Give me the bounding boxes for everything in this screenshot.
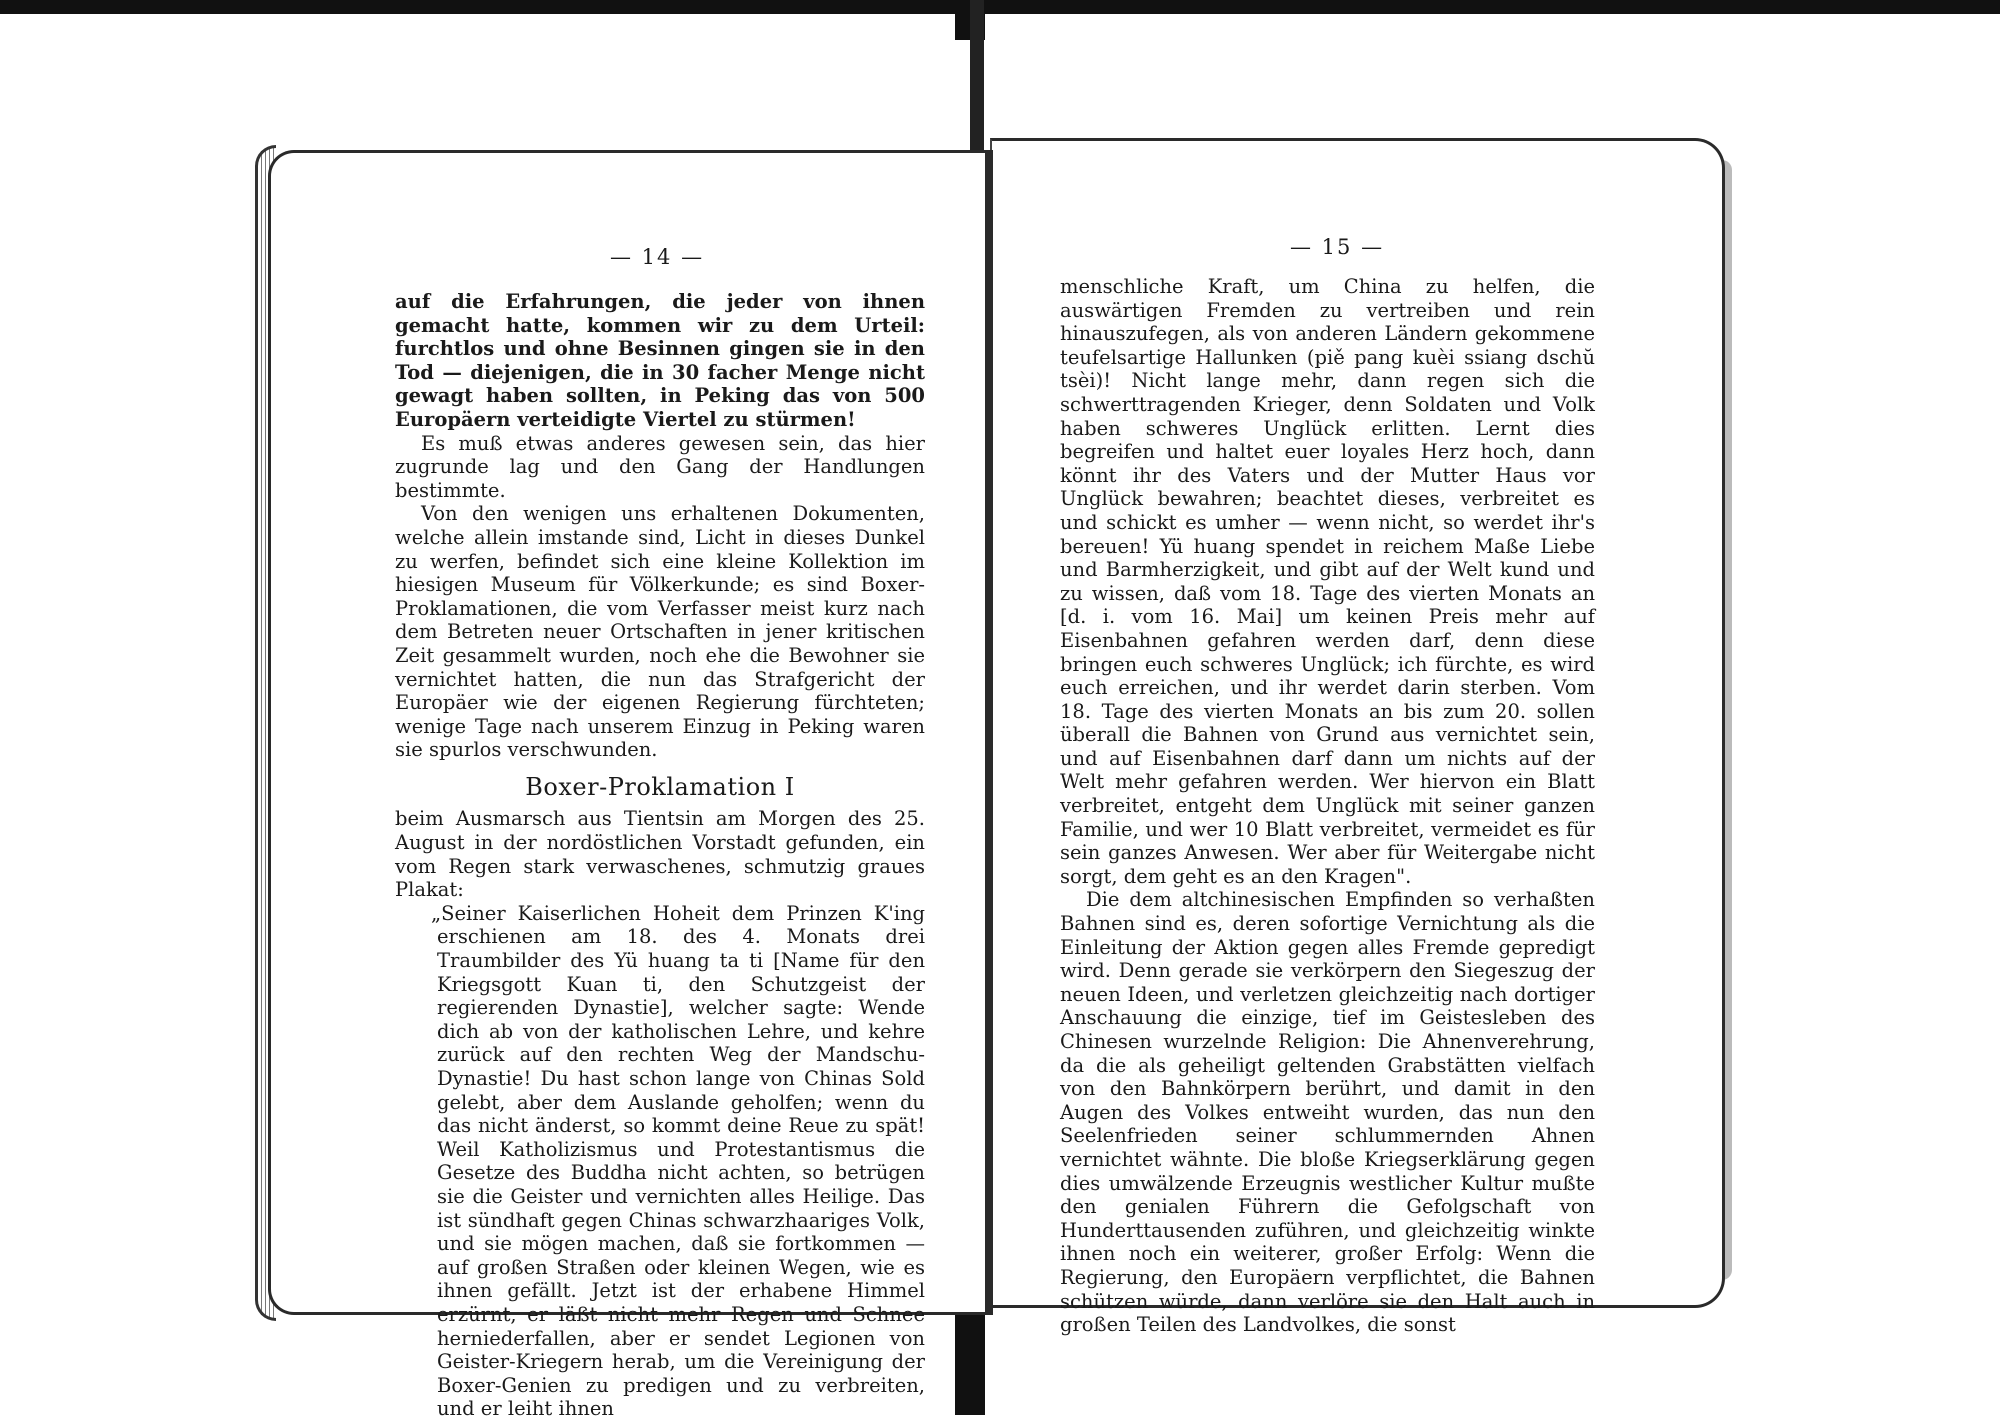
heading-intro: beim Ausmarsch aus Tientsin am Morgen des 25. August in der nordöstlichen Vorstadt gefunden, ein vom Regen stark verwaschenes, schmutzig graues Plakat:	[395, 807, 925, 902]
proclamation-quote: „Seiner Kaiserlichen Hoheit dem Prinzen K'ing erschienen am 18. des 4. Monats drei Traumbilder des Yü huang ta ti [Name für den Kriegsgott Kuan ti, den Schutzgeist der regierenden Dynastie], welcher sagte: Wende dich ab von der katholischen Lehre, und kehre zurück auf den rechten Weg der Mandschu-Dynastie! Du hast schon lange von Chinas Sold gelebt, aber dem Auslande geholfen; wenn du das nicht änderst, so kommt deine Reue zu spät! Weil Katholizismus und Protestantismus die Gesetze des Buddha nicht achten, so betrügen sie die Geister und vernichten alles Heilige. Das ist sündhaft gegen Chinas schwarzhaariges Volk, und sie mögen machen, daß sie fortkommen — auf großen Straßen oder kleinen Wegen, wie es ihnen gefällt. Jetzt ist der erhabene Himmel erzürnt, er läßt nicht mehr Regen und Schnee herniederfallen, aber er sendet Legionen von Geister-Kriegern herab, um die Vereinigung der Boxer-Genien zu predigen und zu verbreiten, und er leiht ihnen	[431, 901, 925, 1421]
paragraph-1: auf die Erfahrungen, die jeder von ihnen gemacht hatte, kommen wir zu dem Urteil: furchtlos und ohne Besinnen gingen sie in den Tod — diejenigen, die in 30 facher Menge nicht gewagt haben sollten, in Peking das von 500 Europäern verteidigte Viertel zu stürmen!	[395, 290, 925, 431]
paragraph-main: Die dem altchinesischen Empfinden so verhaßten Bahnen sind es, deren sofortige Vernichtung als die Einleitung der Aktion gegen alles Fremde gepredigt wird. Denn gerade sie verkörpern den Siegeszug der neuen Ideen, und verletzen gleichzeitig nach dortiger Anschauung die einzige, tief im Geistesleben des Chinesen wurzelnde Religion: Die Ahnenverehrung, da die als geheiligt geltenden Grabstätten vielfach von den Bahnkörpern berührt, und damit in den Augen des Volkes entweiht wurden, das nun den Seelenfrieden seiner schlummernden Ahnen vernichtet wähnte. Die bloße Kriegserklärung gegen dies umwälzende Erzeugnis westlicher Kultur mußte den genialen Führern die Gefolgschaft von Hunderttausenden zuführen, und gleichzeitig winkte ihnen noch ein weiterer, großer Erfolg: Wenn die Regierung, den Europäern verpflichtet, die Bahnen schützen würde, dann verlöre sie den Halt auch in großen Teilen des Landvolkes, die sonst	[1060, 888, 1595, 1337]
right-page-text	[1060, 275, 1595, 1337]
paragraph-2: Es muß etwas anderes gewesen sein, das hier zugrunde lag und den Gang der Handlungen bestimmte.	[395, 431, 925, 502]
left-page-text	[395, 290, 925, 1421]
section-heading: Boxer-Proklamation I	[525, 772, 795, 801]
book-spine-bottom	[955, 1305, 985, 1415]
scan-top-border	[0, 0, 2000, 14]
book-spine-top	[970, 0, 984, 150]
proclamation-quote-continued: menschliche Kraft, um China zu helfen, die auswärtigen Fremden zu vertreiben und rein hinauszufegen, als von anderen Ländern gekommene teufelsartige Hallunken (piě pang kuèi ssiang dschŭ tsèi)! Nicht lange mehr, dann regen sich die schwerttragenden Krieger, denn Soldaten und Volk haben schweres Unglück erlitten. Lernt dies begreifen und haltet euer loyales Herz hoch, dann könnt ihr des Vaters und der Mutter Haus vor Unglück bewahren; beachtet dieses, verbreitet es und schickt es umher — wenn nicht, so werdet ihr's bereuen! Yü huang spendet in reichem Maße Liebe und Barmherzigkeit, und gibt auf der Welt kund und zu wissen, daß vom 18. Tage des vierten Monats an [d. i. vom 16. Mai] um keinen Preis mehr auf Eisenbahnen gefahren werden darf, denn diese bringen euch schweres Unglück; ich fürchte, es wird euch erreichen, und ihr werdet darin sterben. Vom 18. Tage des vierten Monats an bis zum 20. sollen überall die Bahnen von Grund aus vernichtet sein, und auf Eisenbahnen darf dann um nichts auf der Welt mehr gefahren werden. Wer hiervon ein Blatt verbreitet, entgeht dem Unglück mit seiner ganzen Familie, und wer 10 Blatt verbreitet, vermeidet es für sein ganzes Anwesen. Wer aber für Weitergabe nicht sorgt, dem geht es an den Kragen".	[1060, 275, 1595, 888]
paragraph-3: Von den wenigen uns erhaltenen Dokumenten, welche allein imstande sind, Licht in dieses Dunkel zu werfen, befindet sich eine kleine Kollektion im hiesigen Museum für Völkerkunde; es sind Boxer-Proklamationen, die vom Verfasser meist kurz nach dem Betreten neuer Ortschaften in jener kritischen Zeit gesammelt wurden, noch ehe die Bewohner sie vernichtet hatten, die nun das Strafgericht der Europäer wie der eigenen Regierung fürchteten; wenige Tage nach unserem Einzug in Peking waren sie spurlos verschwunden.	[395, 502, 925, 762]
page-number-right: — 15 —	[1290, 235, 1385, 259]
book-gutter	[985, 150, 993, 1315]
page-number-left: — 14 —	[610, 245, 705, 269]
